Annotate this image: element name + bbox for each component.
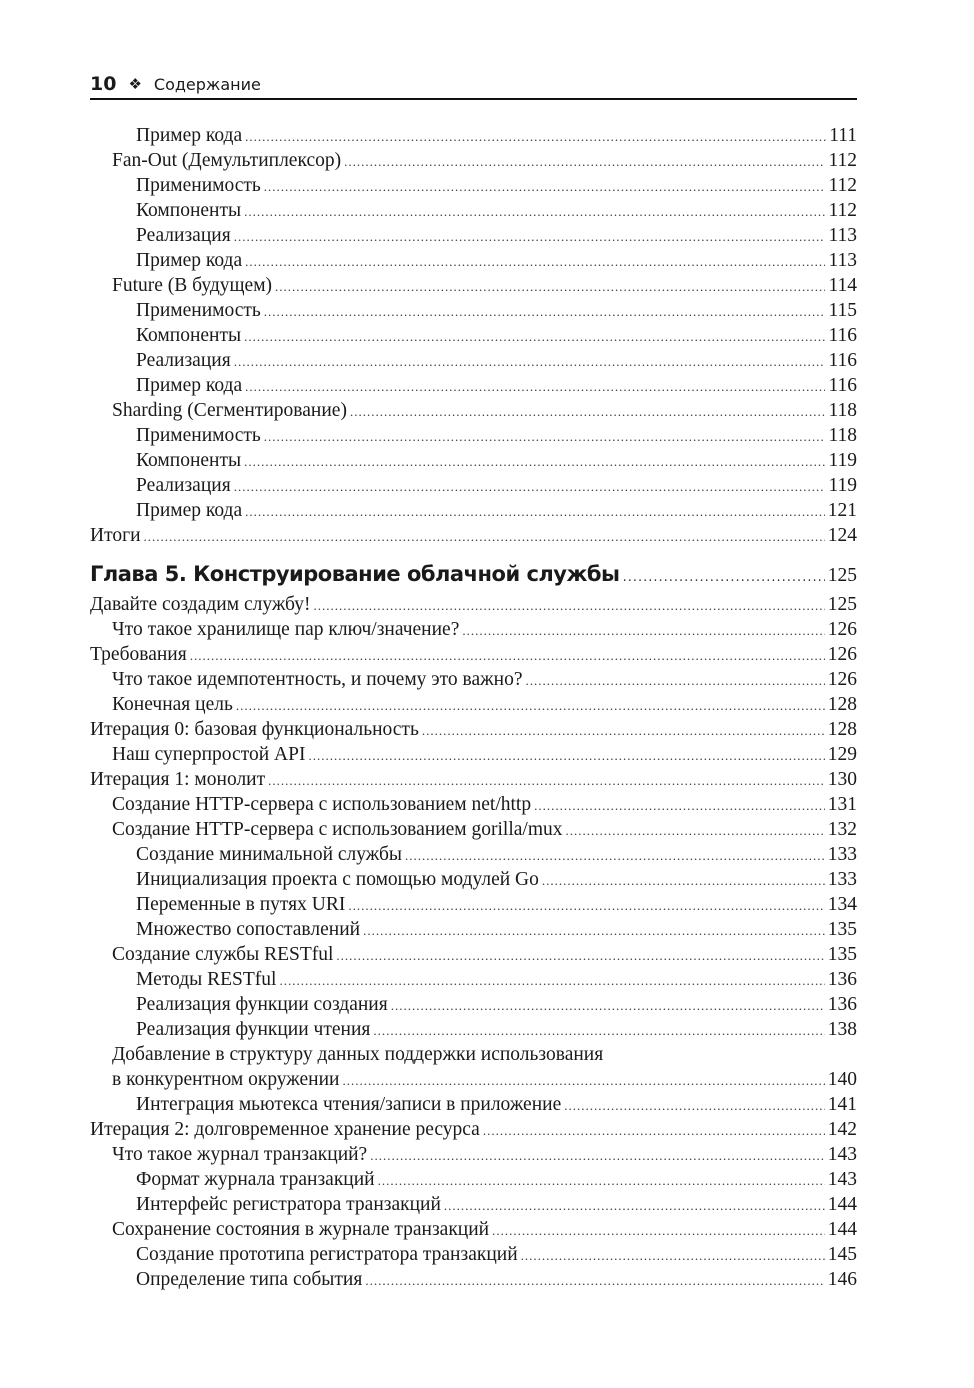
- toc-entry[interactable]: [90, 742, 857, 767]
- toc-entry[interactable]: [90, 123, 857, 148]
- toc-entry-label: Пример кода: [136, 500, 243, 521]
- dot-leader: [462, 618, 824, 643]
- toc-entry[interactable]: [90, 717, 857, 742]
- toc-entry[interactable]: [90, 792, 857, 817]
- toc-entry-page: 112: [828, 150, 857, 171]
- toc-entry[interactable]: [90, 1117, 857, 1142]
- toc-entry-page: 112: [828, 175, 857, 196]
- dot-leader: [405, 843, 825, 868]
- dot-leader: [564, 1093, 825, 1118]
- toc-entry[interactable]: [90, 473, 857, 498]
- toc-entry[interactable]: [90, 398, 857, 423]
- dot-leader: [483, 1118, 825, 1143]
- toc-entry-label: Реализация: [136, 350, 231, 371]
- toc-entry-label: Компоненты: [136, 450, 242, 471]
- table-of-contents: [90, 123, 857, 1292]
- dot-leader: [144, 524, 825, 549]
- toc-entry-label: Пример кода: [136, 375, 243, 396]
- dot-leader: [422, 718, 825, 743]
- dot-leader: [245, 249, 825, 274]
- toc-entry-page: 121: [827, 500, 857, 521]
- toc-entry-page: 115: [828, 300, 857, 321]
- toc-entry-label: Множество сопоставлений: [136, 919, 361, 940]
- dot-leader: [391, 993, 825, 1018]
- toc-entry-page: 142: [827, 1119, 857, 1140]
- toc-entry-label: Наш суперпростой API: [112, 744, 306, 765]
- toc-entry-label: Future (В будущем): [112, 275, 273, 296]
- dot-leader: [365, 1268, 824, 1293]
- toc-entry[interactable]: [90, 373, 857, 398]
- toc-entry[interactable]: [90, 1217, 857, 1242]
- dot-leader: [245, 374, 825, 399]
- toc-entry[interactable]: [90, 273, 857, 298]
- toc-entry-page: 145: [827, 1244, 857, 1265]
- dot-leader: [534, 793, 825, 818]
- dot-leader: [370, 1143, 825, 1168]
- toc-entry[interactable]: [90, 1242, 857, 1267]
- toc-entry[interactable]: [90, 592, 857, 617]
- dot-leader: [444, 1193, 825, 1218]
- toc-entry-label: Определение типа события: [136, 1269, 363, 1290]
- toc-entry[interactable]: [90, 1017, 857, 1042]
- dot-leader: [344, 149, 825, 174]
- toc-entry-page: 126: [827, 644, 857, 665]
- dot-leader: [234, 224, 826, 249]
- toc-entry-page: 126: [827, 669, 857, 690]
- dot-leader: [342, 1068, 824, 1093]
- toc-entry-label: Создание службы RESTful: [112, 944, 334, 965]
- toc-entry-label: Что такое идемпотентность, и почему это важно?: [112, 669, 523, 690]
- toc-entry-page: 113: [828, 250, 857, 271]
- toc-entry-page: 119: [828, 475, 857, 496]
- dot-leader: [264, 299, 826, 324]
- toc-entry-label: Методы RESTful: [136, 969, 277, 990]
- toc-entry-label: Применимость: [136, 175, 261, 196]
- toc-entry-page: 130: [827, 769, 857, 790]
- toc-entry-label: Реализация: [136, 475, 231, 496]
- toc-entry[interactable]: [90, 817, 857, 842]
- dot-leader: [236, 693, 825, 718]
- toc-entry[interactable]: [90, 1067, 857, 1092]
- toc-entry-page: 128: [827, 694, 857, 715]
- toc-entry-page: 116: [828, 325, 857, 346]
- toc-entry[interactable]: [90, 148, 857, 173]
- toc-entry-label: Что такое журнал транзакций?: [112, 1144, 368, 1165]
- toc-entry[interactable]: [90, 198, 857, 223]
- toc-entry-label: Интерфейс регистратора транзакций: [136, 1194, 441, 1215]
- toc-entry[interactable]: [90, 992, 857, 1017]
- toc-entry[interactable]: [90, 667, 857, 692]
- toc-entry[interactable]: [90, 942, 857, 967]
- toc-entry-label: Глава 5. Конструирование облачной службы: [90, 562, 620, 586]
- toc-entry-label: Реализация функции создания: [136, 994, 388, 1015]
- toc-entry[interactable]: [90, 1267, 857, 1292]
- toc-entry-label: Интеграция мьютекса чтения/записи в приложение: [136, 1094, 562, 1115]
- toc-entry-label: Переменные в путях URI: [136, 894, 346, 915]
- toc-entry-label: Компоненты: [136, 325, 242, 346]
- toc-entry[interactable]: [90, 448, 857, 473]
- toc-entry-page: 133: [827, 844, 857, 865]
- dot-leader: [566, 818, 825, 843]
- toc-entry-page: 143: [827, 1144, 857, 1165]
- dot-leader: [336, 943, 824, 968]
- toc-entry[interactable]: [90, 692, 857, 717]
- toc-entry-label: Формат журнала транзакций: [136, 1169, 375, 1190]
- toc-entry-page: 144: [827, 1194, 857, 1215]
- dot-leader: [308, 743, 824, 768]
- toc-entry[interactable]: [90, 523, 857, 548]
- toc-entry-label: Итерация 2: долговременное хранение ресурса: [90, 1119, 480, 1140]
- toc-entry[interactable]: [90, 223, 857, 248]
- page-number: 10: [90, 73, 117, 95]
- toc-entry-label: Создание прототипа регистратора транзакций: [136, 1244, 518, 1265]
- toc-entry-page: 119: [828, 450, 857, 471]
- dot-leader: [350, 399, 826, 424]
- toc-entry-label: Пример кода: [136, 250, 243, 271]
- toc-entry-page: 134: [827, 894, 857, 915]
- toc-entry-page: 146: [827, 1269, 857, 1290]
- dot-leader: [623, 562, 825, 594]
- toc-entry-page: 133: [827, 869, 857, 890]
- toc-entry[interactable]: [90, 348, 857, 373]
- toc-entry-page: 135: [827, 944, 857, 965]
- toc-entry-page: 116: [828, 350, 857, 371]
- toc-entry-label: Компоненты: [136, 200, 242, 221]
- toc-entry-page: 138: [827, 1019, 857, 1040]
- toc-entry-page: 118: [828, 425, 857, 446]
- dot-leader: [268, 768, 825, 793]
- toc-entry-page: 125: [827, 565, 857, 586]
- toc-entry-page: 132: [827, 819, 857, 840]
- toc-entry-page: 135: [827, 919, 857, 940]
- toc-entry-page: 118: [828, 400, 857, 421]
- toc-entry-label: Давайте создадим службу!: [90, 594, 311, 615]
- toc-entry-label: Итерация 1: монолит: [90, 769, 266, 790]
- toc-entry-label: Требования: [90, 644, 187, 665]
- dot-leader: [378, 1168, 825, 1193]
- dot-leader: [245, 499, 825, 524]
- dot-leader: [234, 474, 826, 499]
- toc-entry-label: Итерация 0: базовая функциональность: [90, 719, 419, 740]
- toc-entry-page: 126: [827, 619, 857, 640]
- toc-entry-page: 140: [827, 1069, 857, 1090]
- running-title: Содержание: [153, 74, 261, 94]
- toc-entry-label: Конечная цель: [112, 694, 233, 715]
- toc-chapter-heading[interactable]: [90, 558, 857, 590]
- toc-entry[interactable]: [90, 298, 857, 323]
- toc-entry[interactable]: [90, 423, 857, 448]
- toc-entry-label: Sharding (Сегментирование): [112, 400, 347, 421]
- toc-entry-page: 125: [827, 594, 857, 615]
- toc-entry-label: Fan-Out (Демультиплексор): [112, 150, 342, 171]
- dot-leader: [492, 1218, 825, 1243]
- toc-entry[interactable]: [90, 498, 857, 523]
- toc-entry-page: 112: [828, 200, 857, 221]
- toc-entry-page: 113: [828, 225, 857, 246]
- dot-leader: [275, 274, 825, 299]
- dot-leader: [373, 1018, 824, 1043]
- dot-leader: [348, 893, 824, 918]
- toc-entry[interactable]: [90, 323, 857, 348]
- toc-entry-page: 136: [827, 969, 857, 990]
- toc-entry[interactable]: [90, 842, 857, 867]
- toc-entry-label: Что такое хранилище пар ключ/значение?: [112, 619, 460, 640]
- dot-leader: [525, 668, 824, 693]
- dot-leader: [244, 449, 825, 474]
- dot-leader: [244, 324, 825, 349]
- toc-entry-label: Создание минимальной службы: [136, 844, 403, 865]
- dot-leader: [264, 424, 826, 449]
- dot-leader: [313, 593, 824, 618]
- toc-entry[interactable]: [90, 1142, 857, 1167]
- toc-entry-label: Создание HTTP-сервера с использованием net/http: [112, 794, 532, 815]
- toc-entry[interactable]: [90, 1042, 857, 1067]
- toc-entry-page: 136: [827, 994, 857, 1015]
- toc-entry-label: Пример кода: [136, 125, 243, 146]
- dot-leader: [234, 349, 826, 374]
- toc-entry[interactable]: [90, 867, 857, 892]
- toc-entry[interactable]: [90, 892, 857, 917]
- toc-entry[interactable]: [90, 642, 857, 667]
- toc-entry[interactable]: [90, 1092, 857, 1117]
- toc-entry-page: 131: [827, 794, 857, 815]
- dot-leader: [542, 868, 825, 893]
- toc-entry-label: Сохранение состояния в журнале транзакций: [112, 1219, 490, 1240]
- toc-entry-label: Применимость: [136, 300, 261, 321]
- dot-leader: [245, 124, 826, 149]
- dot-leader: [363, 918, 825, 943]
- toc-entry-page: 111: [829, 125, 857, 146]
- toc-entry[interactable]: [90, 967, 857, 992]
- toc-entry-page: 129: [827, 744, 857, 765]
- toc-entry[interactable]: [90, 617, 857, 642]
- toc-entry-page: 143: [827, 1169, 857, 1190]
- toc-entry-page: 128: [827, 719, 857, 740]
- toc-entry-label: Инициализация проекта с помощью модулей Go: [136, 869, 539, 890]
- toc-entry-label: Реализация функции чтения: [136, 1019, 371, 1040]
- toc-entry[interactable]: [90, 248, 857, 273]
- toc-entry-label: Итоги: [90, 525, 141, 546]
- toc-entry-label: Реализация: [136, 225, 231, 246]
- dot-leader: [190, 643, 825, 668]
- toc-entry[interactable]: [90, 767, 857, 792]
- toc-entry-label: в конкурентном окружении: [112, 1069, 340, 1090]
- toc-entry-label: Добавление в структуру данных поддержки использования: [112, 1044, 604, 1065]
- dot-leader: [244, 199, 825, 224]
- dot-leader: [264, 174, 826, 199]
- toc-entry-page: 114: [828, 275, 857, 296]
- toc-entry-page: 141: [827, 1094, 857, 1115]
- dot-leader: [521, 1243, 825, 1268]
- toc-entry[interactable]: [90, 1192, 857, 1217]
- toc-entry-label: Применимость: [136, 425, 261, 446]
- ornament-icon: ❖: [128, 75, 142, 93]
- toc-entry[interactable]: [90, 917, 857, 942]
- dot-leader: [279, 968, 824, 993]
- toc-entry-page: 124: [827, 525, 857, 546]
- toc-entry-label: Создание HTTP-сервера с использованием gorilla/mux: [112, 819, 563, 840]
- toc-entry[interactable]: [90, 1167, 857, 1192]
- toc-entry[interactable]: [90, 173, 857, 198]
- toc-entry-page: 116: [828, 375, 857, 396]
- running-header: [90, 70, 857, 100]
- toc-entry-page: 144: [827, 1219, 857, 1240]
